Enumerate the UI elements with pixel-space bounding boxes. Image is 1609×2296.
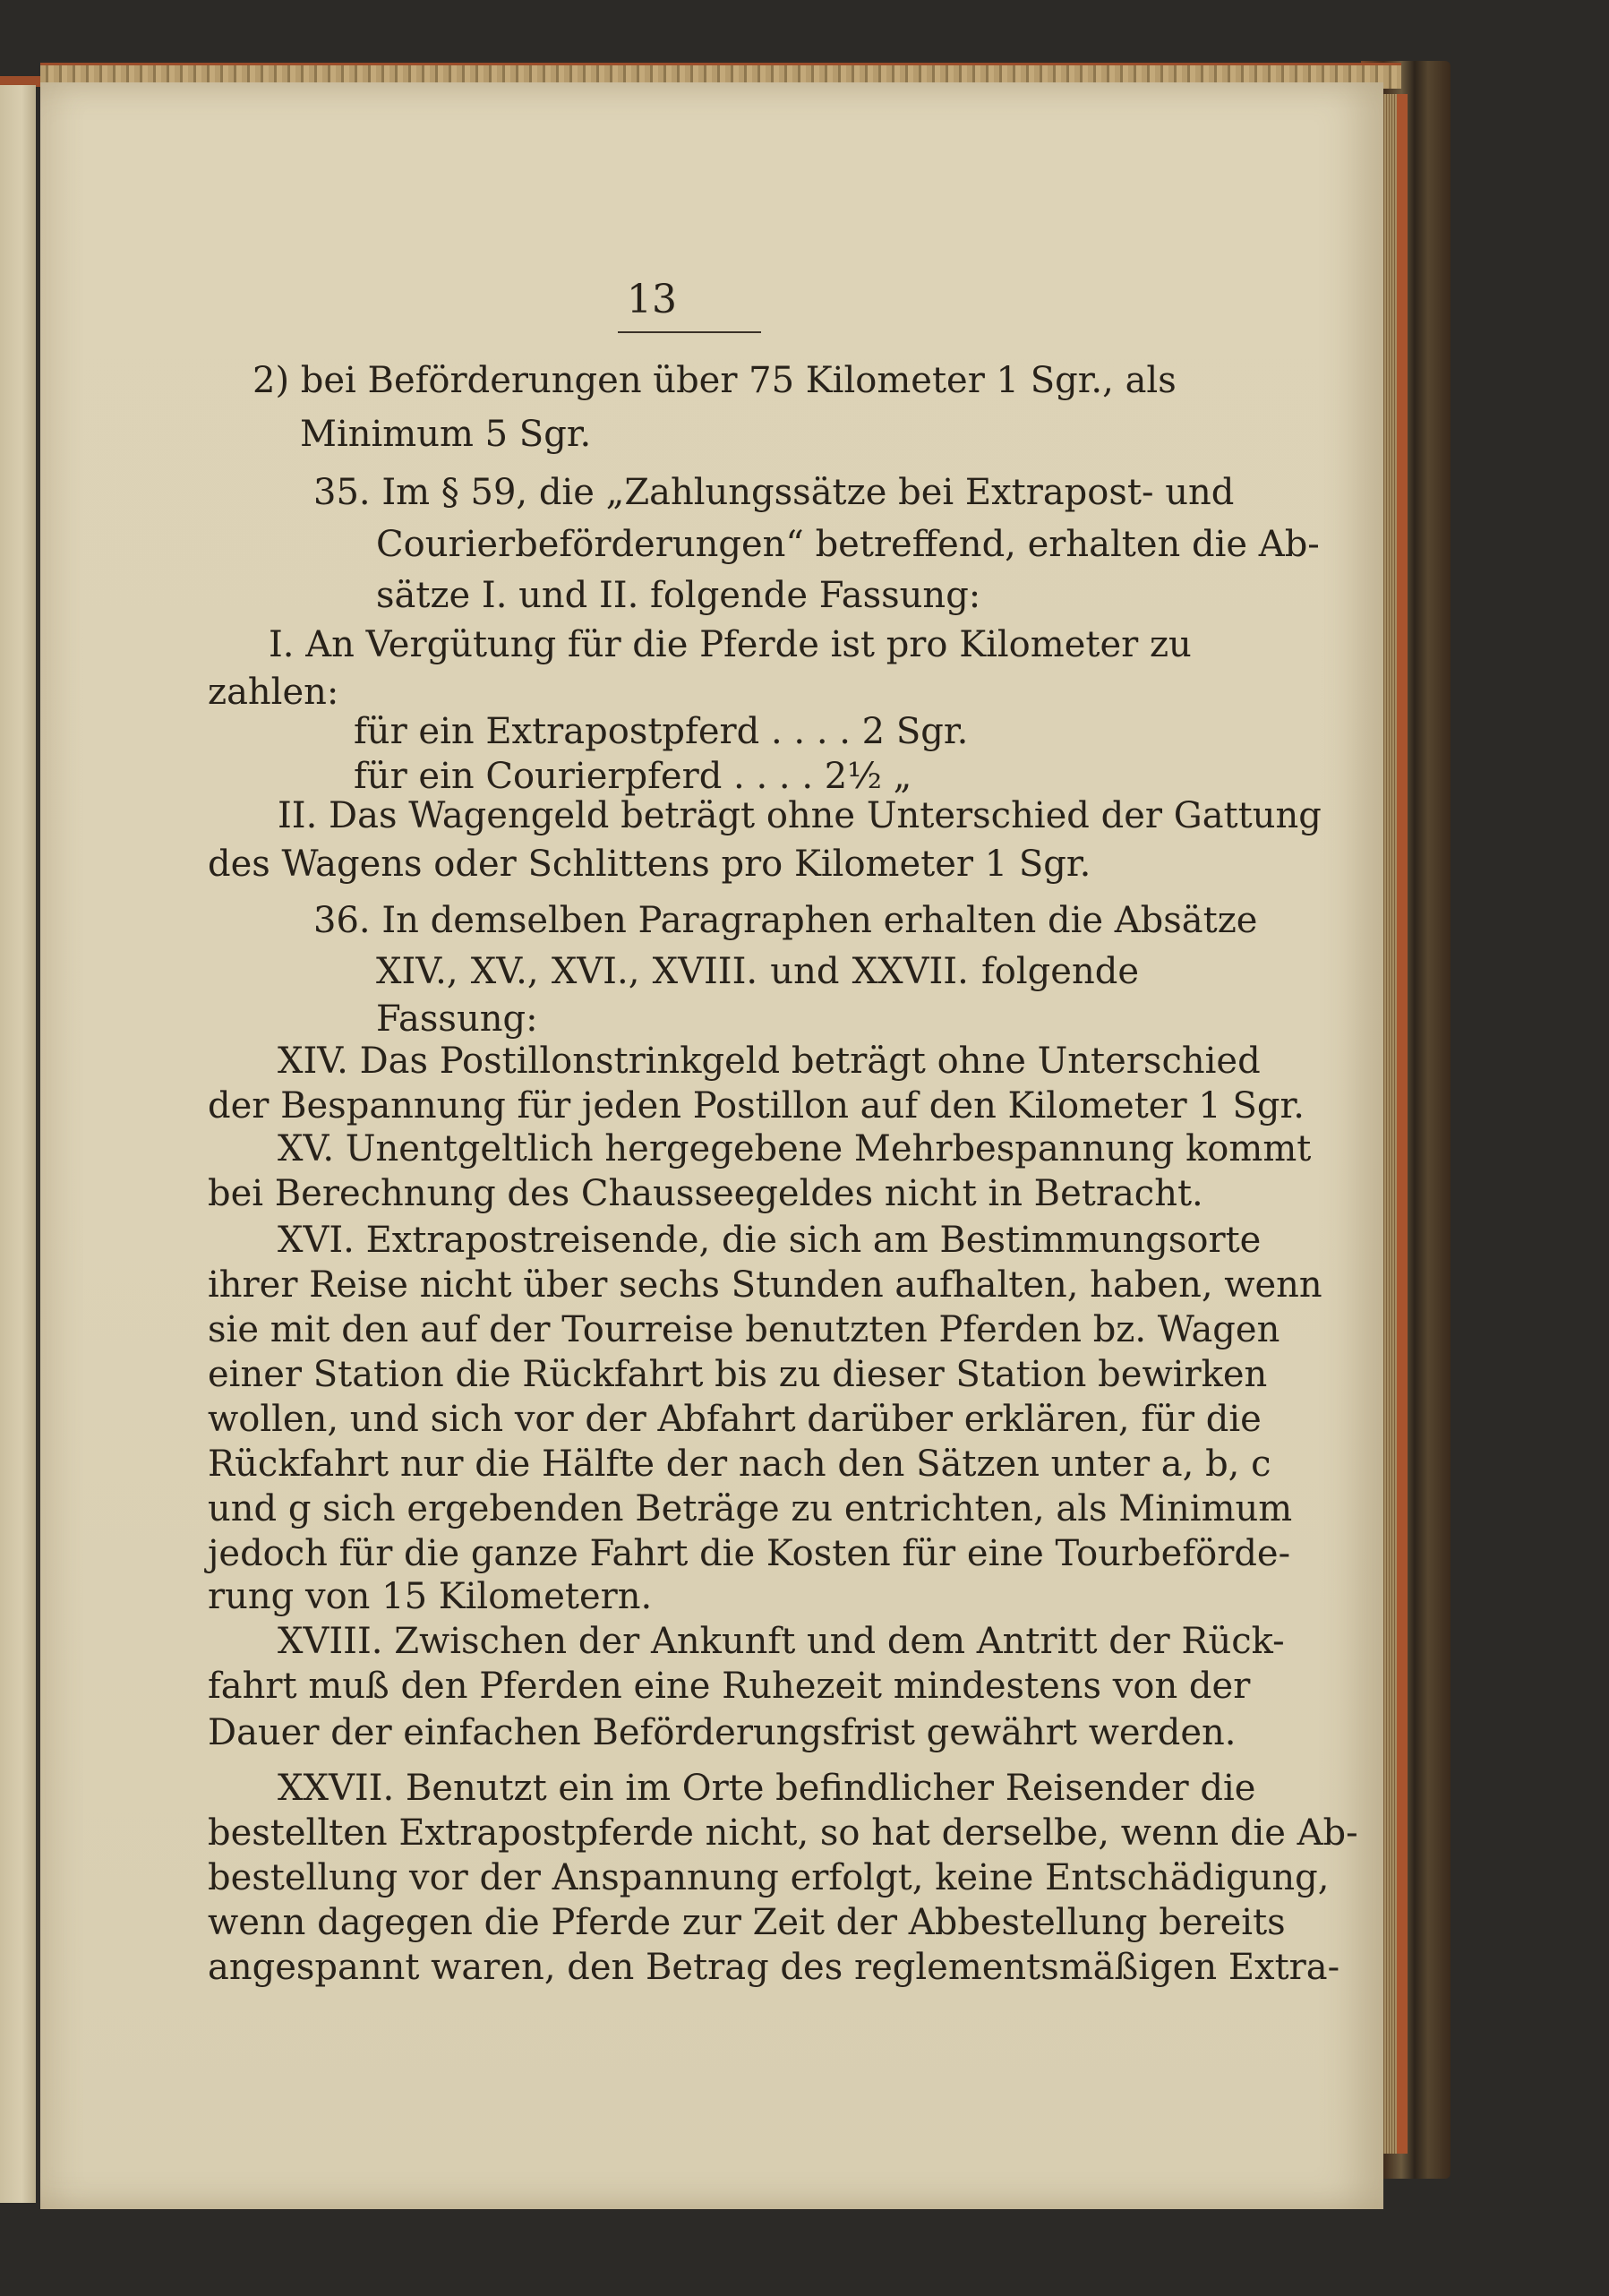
text-line: XXVII. Benutzt ein im Orte befindlicher Reisender die	[278, 1768, 1256, 1809]
text-line: Courierbeförderungen“ betreffend, erhalten die Ab-	[376, 524, 1320, 565]
text-line: XV. Unentgeltlich hergegebene Mehrbespannung kommt	[278, 1128, 1312, 1169]
text-line: bestellung vor der Anspannung erfolgt, keine Entschädigung,	[208, 1857, 1330, 1898]
text-line: des Wagens oder Schlittens pro Kilometer 1 Sgr.	[208, 844, 1091, 885]
text-line: ihrer Reise nicht über sechs Stunden aufhalten, haben, wenn	[208, 1264, 1322, 1306]
text-line: jedoch für die ganze Fahrt die Kosten für eine Tourbeförde-	[208, 1533, 1291, 1574]
text-line: angespannt waren, den Betrag des reglementsmäßigen Extra-	[208, 1947, 1340, 1988]
text-line: XVIII. Zwischen der Ankunft und dem Antritt der Rück-	[278, 1621, 1285, 1662]
text-line: für ein Extrapostpferd . . . . 2 Sgr.	[354, 711, 969, 752]
text-line: Rückfahrt nur die Hälfte der nach den Sätzen unter a, b, c	[208, 1444, 1271, 1485]
text-line: Dauer der einfachen Beförderungsfrist gewährt werden.	[208, 1712, 1237, 1753]
text-line: für ein Courierpferd . . . . 2½ „	[354, 756, 912, 797]
text-line: XIV., XV., XVI., XVIII. und XXVII. folgende	[376, 951, 1139, 992]
text-line: sie mit den auf der Tourreise benutzten Pferden bz. Wagen	[208, 1309, 1280, 1350]
text-line: 2) bei Beförderungen über 75 Kilometer 1 Sgr., als	[252, 360, 1177, 401]
text-line: 35. Im § 59, die „Zahlungssätze bei Extrapost- und	[313, 472, 1235, 513]
page-number: 13	[627, 277, 677, 322]
text-line: zahlen:	[208, 672, 339, 713]
text-line: bestellten Extrapostpferde nicht, so hat derselbe, wenn die Ab-	[208, 1812, 1358, 1854]
text-line: wenn dagegen die Pferde zur Zeit der Abbestellung bereits	[208, 1902, 1286, 1943]
text-line: Minimum 5 Sgr.	[300, 414, 592, 455]
text-line: XIV. Das Postillonstrinkgeld beträgt ohne Unterschied	[278, 1041, 1261, 1082]
page-number-rule	[618, 331, 761, 333]
text-line: einer Station die Rückfahrt bis zu dieser Station bewirken	[208, 1354, 1268, 1395]
text-line: und g sich ergebenden Beträge zu entrichten, als Minimum	[208, 1488, 1293, 1529]
text-line: wollen, und sich vor der Abfahrt darüber erklären, für die	[208, 1399, 1262, 1440]
text-line: I. An Vergütung für die Pferde ist pro Kilometer zu	[269, 624, 1192, 665]
text-line: rung von 15 Kilometern.	[208, 1576, 653, 1617]
text-line: der Bespannung für jeden Postillon auf den Kilometer 1 Sgr.	[208, 1085, 1305, 1127]
text-line: fahrt muß den Pferden eine Ruhezeit mindestens von der	[208, 1666, 1251, 1707]
text-line: sätze I. und II. folgende Fassung:	[376, 575, 981, 616]
text-line: bei Berechnung des Chausseegeldes nicht in Betracht.	[208, 1173, 1203, 1214]
text-line: XVI. Extrapostreisende, die sich am Bestimmungsorte	[278, 1220, 1262, 1261]
text-line: 36. In demselben Paragraphen erhalten die Absätze	[313, 900, 1258, 941]
text-line: Fassung:	[376, 998, 538, 1040]
text-line: II. Das Wagengeld beträgt ohne Unterschied der Gattung	[278, 795, 1322, 836]
